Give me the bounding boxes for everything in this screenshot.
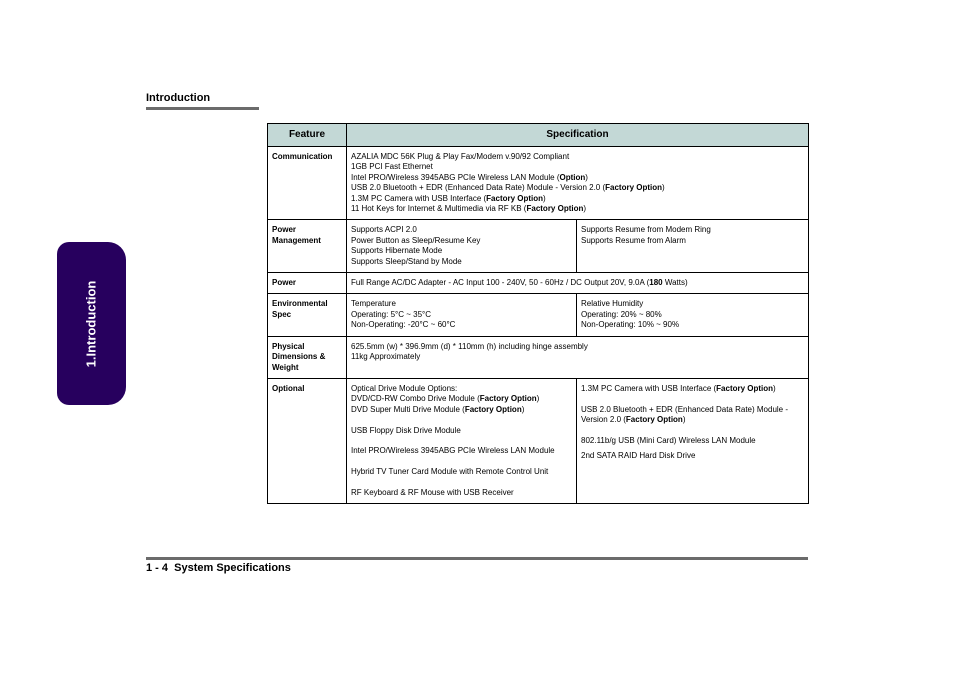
- specification-column-header: Specification: [347, 124, 809, 147]
- table-row-power-management: [268, 220, 809, 273]
- feature-communication: Communication: [268, 147, 347, 220]
- spec-line: USB Floppy Disk Drive Module: [351, 425, 461, 435]
- spec-line: Hybrid TV Tuner Card Module with Remote Control Unit: [351, 467, 549, 477]
- spec-line: Supports Hibernate Mode: [351, 246, 443, 256]
- spec-line: Supports Resume from Alarm: [581, 235, 686, 245]
- spec-line: USB 2.0 Bluetooth + EDR (Enhanced Data Rate) Module - Version 2.0 (Factory Option): [581, 404, 788, 425]
- spec-line: Power Button as Sleep/Resume Key: [351, 235, 481, 245]
- feature-physical: Physical Dimensions & Weight: [268, 336, 347, 378]
- chapter-side-tab: [57, 242, 126, 405]
- spec-line: 2nd SATA RAID Hard Disk Drive: [581, 451, 696, 461]
- feature-optional: Optional: [268, 378, 347, 503]
- spec-line: RF Keyboard & RF Mouse with USB Receiver: [351, 487, 514, 497]
- spec-line: 1.3M PC Camera with USB Interface (Factory Option): [581, 383, 776, 393]
- spec-environmental-temperature: [347, 294, 577, 336]
- spec-line: Intel PRO/Wireless 3945ABG PCIe Wireless LAN Module: [351, 446, 555, 456]
- table-header-row: [268, 124, 809, 147]
- spec-line: Temperature: [351, 299, 396, 309]
- header-rule: [146, 107, 259, 110]
- spec-line: Optical Drive Module Options:: [351, 383, 458, 393]
- spec-line: Relative Humidity: [581, 299, 644, 309]
- spec-line: USB 2.0 Bluetooth + EDR (Enhanced Data Rate) Module - Version 2.0 (Factory Option): [351, 183, 665, 193]
- table-row-power: [268, 273, 809, 294]
- spec-line: Supports Sleep/Stand by Mode: [351, 256, 462, 266]
- specification-table: [267, 123, 809, 504]
- page-header-title: Introduction: [146, 92, 211, 104]
- footer-rule: [146, 557, 808, 560]
- chapter-side-tab-label: 1.Introduction: [83, 280, 99, 368]
- spec-power: [347, 273, 809, 294]
- spec-line: Supports Resume from Modem Ring: [581, 225, 711, 235]
- feature-power: Power: [268, 273, 347, 294]
- spec-line: Full Range AC/DC Adapter - AC Input 100 - 240V, 50 - 60Hz / DC Output 20V, 9.0A (180 Watts): [351, 278, 688, 288]
- spec-line: Supports ACPI 2.0: [351, 225, 417, 235]
- feature-environmental: Environmental Spec: [268, 294, 347, 336]
- spec-optional-right: [577, 378, 809, 503]
- table-row-optional: [268, 378, 809, 503]
- spec-line: Intel PRO/Wireless 3945ABG PCIe Wireless LAN Module (Option): [351, 172, 588, 182]
- spec-line: Non-Operating: -20°C ~ 60°C: [351, 320, 456, 330]
- spec-line: DVD Super Multi Drive Module (Factory Option): [351, 404, 525, 414]
- table-row-physical: [268, 336, 809, 378]
- table-row-communication: [268, 147, 809, 220]
- spec-line: 1.3M PC Camera with USB Interface (Factory Option): [351, 193, 546, 203]
- spec-optional-left: [347, 378, 577, 503]
- page-footer: 1 - 4 System Specifications: [146, 562, 291, 574]
- spec-communication: [347, 147, 809, 220]
- table-row-environmental: [268, 294, 809, 336]
- spec-line: AZALIA MDC 56K Plug & Play Fax/Modem v.90/92 Compliant: [351, 152, 570, 161]
- spec-power-management-right: [577, 220, 809, 273]
- spec-line: 1GB PCI Fast Ethernet: [351, 162, 433, 172]
- spec-line: 802.11b/g USB (Mini Card) Wireless LAN Module: [581, 435, 756, 445]
- spec-line: 11 Hot Keys for Internet & Multimedia via RF KB (Factory Option): [351, 204, 587, 214]
- spec-line: Non-Operating: 10% ~ 90%: [581, 320, 680, 330]
- spec-line: DVD/CD-RW Combo Drive Module (Factory Option): [351, 394, 540, 404]
- spec-environmental-humidity: [577, 294, 809, 336]
- spec-line: Operating: 20% ~ 80%: [581, 309, 662, 319]
- feature-column-header: Feature: [268, 124, 347, 147]
- spec-physical: [347, 336, 809, 378]
- spec-line: Operating: 5°C ~ 35°C: [351, 309, 431, 319]
- spec-line: 625.5mm (w) * 396.9mm (d) * 110mm (h) including hinge assembly: [351, 341, 588, 351]
- spec-line: 11kg Approximately: [351, 352, 421, 362]
- spec-power-management-left: [347, 220, 577, 273]
- feature-power-management: Power Management: [268, 220, 347, 273]
